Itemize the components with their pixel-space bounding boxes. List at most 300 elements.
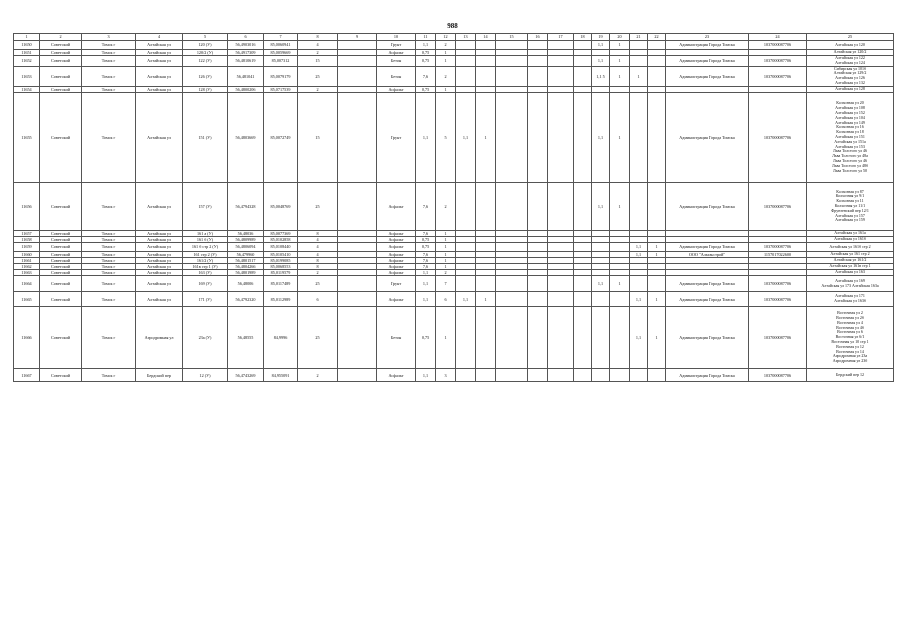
column-number: 11 — [416, 34, 436, 41]
column-number: 3 — [82, 34, 136, 41]
surface-cell: Асфальт — [377, 369, 416, 382]
value-cell: 1 — [436, 86, 456, 92]
record-id: 11652 — [14, 56, 40, 67]
count-cell: 6 — [298, 292, 338, 307]
latitude-cell: 56,4917309 — [228, 50, 264, 56]
street-cell: Алтайская ул — [136, 292, 183, 307]
value-cell: 1,1 — [456, 92, 476, 182]
value-cell: 7,6 — [416, 257, 436, 263]
house-cell: 120 (У) — [183, 41, 228, 50]
empty-cell — [496, 369, 528, 382]
address-line: Алтайская ул 169 — [835, 277, 865, 283]
record-id: 11659 — [14, 242, 40, 251]
city-cell: Томск г — [82, 251, 136, 257]
house-cell: 161 б стр 2 (У) — [183, 242, 228, 251]
address-cell — [807, 56, 894, 67]
house-cell: 128 (У) — [183, 86, 228, 92]
value-cell: 1,1 — [416, 292, 436, 307]
value-cell: 1,1 — [592, 41, 610, 50]
surface-cell: Бетон — [377, 66, 416, 86]
longitude-cell: 85,0112989 — [264, 292, 298, 307]
empty-cell — [528, 92, 548, 182]
empty-cell — [648, 369, 666, 382]
city-cell: Томск г — [82, 276, 136, 292]
column-number: 22 — [648, 34, 666, 41]
value-cell: 7,6 — [416, 263, 436, 269]
address-cell — [807, 66, 894, 86]
organization-cell: Администрация Города Томска — [666, 66, 749, 86]
empty-cell — [548, 41, 574, 50]
value-cell: 1,1 — [592, 276, 610, 292]
address-cell — [807, 369, 894, 382]
empty-cell — [548, 242, 574, 251]
record-id: 11662 — [14, 263, 40, 269]
value-cell: 1,1 5 — [592, 66, 610, 86]
city-cell: Томск г — [82, 307, 136, 369]
empty-cell — [548, 56, 574, 67]
address-cell — [807, 307, 894, 369]
empty-cell — [476, 41, 496, 50]
count-cell: 15 — [298, 56, 338, 67]
address-line: Алтайская ул 120 — [835, 41, 865, 47]
district-cell: Советский — [40, 276, 82, 292]
empty-cell — [528, 292, 548, 307]
empty-cell — [610, 307, 630, 369]
empty-cell — [548, 292, 574, 307]
address-line: Восточная ул 6 — [837, 329, 863, 335]
table-row — [14, 369, 894, 382]
empty-cell — [548, 92, 574, 182]
record-id: 11655 — [14, 92, 40, 182]
surface-cell: Асфальт — [377, 270, 416, 276]
record-id: 11656 — [14, 182, 40, 230]
surface-cell: Асфальт — [377, 251, 416, 257]
record-id: 11661 — [14, 257, 40, 263]
empty-cell — [338, 182, 377, 230]
surface-cell: Асфальт — [377, 263, 416, 269]
address-line: Восточная ул 2 — [837, 310, 863, 316]
district-cell: Советский — [40, 50, 82, 56]
empty-cell — [574, 292, 592, 307]
district-cell: Советский — [40, 41, 82, 50]
value-cell: 1 — [436, 263, 456, 269]
value-cell: 0,75 — [416, 307, 436, 369]
empty-cell — [592, 292, 610, 307]
empty-cell — [456, 307, 476, 369]
house-cell: 151 (У) — [183, 92, 228, 182]
value-cell: 1 — [436, 236, 456, 242]
latitude-cell: 56,4803669 — [228, 92, 264, 182]
value-cell: 3 — [436, 369, 456, 382]
value-cell: 1,1 — [592, 92, 610, 182]
surface-cell: Асфальт — [377, 257, 416, 263]
address-line: Алтайская ул 124 — [835, 59, 865, 65]
value-cell: 1 — [648, 292, 666, 307]
address-line: Алтайская ул 159 — [835, 217, 865, 223]
organization-cell: Администрация Города Томска — [666, 307, 749, 369]
table-row — [14, 242, 894, 251]
empty-cell — [610, 292, 630, 307]
house-cell: 161 стр 2 (У) — [183, 251, 228, 257]
city-cell: Томск г — [82, 182, 136, 230]
value-cell: 1,1 — [456, 292, 476, 307]
ogrn-cell: 1037000087706 — [749, 56, 807, 67]
surface-cell: Грунт — [377, 276, 416, 292]
empty-cell — [548, 276, 574, 292]
value-cell: 1,1 — [416, 276, 436, 292]
longitude-cell: 85,0077369 — [264, 230, 298, 236]
count-cell: 2 — [298, 50, 338, 56]
column-number: 9 — [338, 34, 377, 41]
address-line: Алтайская ул 161б стр 2 — [829, 243, 871, 249]
address-line: Алтайская ул 173 Алтайская 163а — [821, 282, 879, 288]
empty-cell — [456, 56, 476, 67]
district-cell: Советский — [40, 270, 82, 276]
street-cell: Алтайская ул — [136, 236, 183, 242]
district-cell: Советский — [40, 242, 82, 251]
column-number: 23 — [666, 34, 749, 41]
ogrn-cell: 1037000087706 — [749, 369, 807, 382]
empty-cell — [574, 307, 592, 369]
column-number: 6 — [228, 34, 264, 41]
surface-cell: Асфальт — [377, 242, 416, 251]
latitude-cell: 56,48555 — [228, 307, 264, 369]
empty-cell — [630, 369, 648, 382]
street-cell: Алтайская ул — [136, 92, 183, 182]
address-line: Сибирская ул 101б — [833, 66, 867, 71]
value-cell: 7,6 — [416, 230, 436, 236]
address-line: Восточная ул 6/1 — [835, 334, 865, 340]
empty-cell — [574, 56, 592, 67]
empty-cell — [476, 242, 496, 251]
city-cell: Томск г — [82, 263, 136, 269]
house-cell: 120/2 (У) — [183, 50, 228, 56]
organization-cell: Администрация Города Томска — [666, 182, 749, 230]
longitude-cell: 85,0102858 — [264, 236, 298, 242]
city-cell: Томск г — [82, 41, 136, 50]
value-cell: 1 — [610, 66, 630, 86]
city-cell: Томск г — [82, 230, 136, 236]
count-cell: 8 — [298, 230, 338, 236]
empty-cell — [630, 41, 648, 50]
surface-cell: Грунт — [377, 41, 416, 50]
empty-cell — [610, 369, 630, 382]
column-number: 10 — [377, 34, 416, 41]
longitude-cell: 85,0060941 — [264, 41, 298, 50]
empty-cell — [548, 369, 574, 382]
district-cell: Советский — [40, 182, 82, 230]
empty-cell — [338, 92, 377, 182]
column-number: 24 — [749, 34, 807, 41]
empty-cell — [456, 41, 476, 50]
house-cell: 157 (У) — [183, 182, 228, 230]
district-cell: Советский — [40, 86, 82, 92]
count-cell: 8 — [298, 257, 338, 263]
longitude-cell: 85,0059669 — [264, 50, 298, 56]
longitude-cell: 85,0108440 — [264, 242, 298, 251]
street-cell: Алтайская ул — [136, 182, 183, 230]
address-line: Алтайская ул 153 — [835, 143, 865, 149]
empty-cell — [528, 242, 548, 251]
value-cell: 2 — [436, 41, 456, 50]
table-row — [14, 182, 894, 230]
surface-cell: Асфальт — [377, 182, 416, 230]
longitude-cell: 85,0117489 — [264, 276, 298, 292]
organization-cell: Администрация Города Томска — [666, 242, 749, 251]
city-cell: Томск г — [82, 242, 136, 251]
ogrn-cell: 1037000087706 — [749, 242, 807, 251]
city-cell: Томск г — [82, 56, 136, 67]
empty-cell — [548, 307, 574, 369]
address-line: Алтайская ул 161 стр 2 — [830, 251, 870, 257]
value-cell: 0,75 — [416, 242, 436, 251]
page-number: 988 — [447, 22, 458, 30]
column-number: 21 — [630, 34, 648, 41]
empty-cell — [496, 182, 528, 230]
table-row — [14, 56, 894, 67]
latitude-cell: 56,479960 — [228, 251, 264, 257]
table-row — [14, 292, 894, 307]
address-line: Льва Толстого ул 48б — [831, 162, 869, 168]
value-cell: 6 — [436, 292, 456, 307]
empty-cell — [338, 292, 377, 307]
street-cell: Бердский пер — [136, 369, 183, 382]
organization-cell: Администрация Города Томска — [666, 41, 749, 50]
table-row — [14, 307, 894, 369]
empty-cell — [496, 41, 528, 50]
column-number: 19 — [592, 34, 610, 41]
empty-cell — [476, 369, 496, 382]
district-cell: Советский — [40, 369, 82, 382]
address-cell — [807, 292, 894, 307]
surface-cell: Асфальт — [377, 292, 416, 307]
value-cell: 7,6 — [416, 251, 436, 257]
address-line: Колхозная ул 11/1 — [834, 202, 866, 208]
empty-cell — [574, 369, 592, 382]
count-cell: 4 — [298, 251, 338, 257]
count-cell: 25 — [298, 276, 338, 292]
value-cell: 7 — [436, 276, 456, 292]
address-line: Восточная ул 10 стр 1 — [831, 338, 869, 344]
value-cell: 7,6 — [416, 182, 436, 230]
value-cell: 1 — [610, 182, 630, 230]
empty-cell — [528, 276, 548, 292]
empty-cell — [630, 276, 648, 292]
value-cell: 2 — [436, 182, 456, 230]
address-line: Алтайская ул 108 — [835, 105, 865, 111]
address-line: Алтайская ул 126 — [835, 75, 865, 81]
street-cell: Алтайская ул — [136, 66, 183, 86]
city-cell: Томск г — [82, 50, 136, 56]
latitude-cell: 56,4806094 — [228, 242, 264, 251]
ogrn-cell: 1037000087706 — [749, 41, 807, 50]
value-cell: 1,1 — [630, 251, 648, 257]
empty-cell — [338, 41, 377, 50]
address-line: Колхозная ул 11 — [836, 198, 864, 204]
value-cell: 1,1 — [630, 307, 648, 369]
empty-cell — [548, 182, 574, 230]
empty-cell — [338, 242, 377, 251]
empty-cell — [456, 369, 476, 382]
street-cell: Алтайская ул — [136, 41, 183, 50]
table-row — [14, 276, 894, 292]
empty-cell — [528, 307, 548, 369]
column-number: 18 — [574, 34, 592, 41]
address-line: Алтайская ул 152 — [835, 109, 865, 115]
surface-cell: Бетон — [377, 307, 416, 369]
latitude-cell: 56,48006 — [228, 276, 264, 292]
street-cell: Алтайская ул — [136, 263, 183, 269]
district-cell: Советский — [40, 56, 82, 67]
empty-cell — [496, 307, 528, 369]
empty-cell — [574, 41, 592, 50]
surface-cell: Грунт — [377, 92, 416, 182]
value-cell: 1 — [436, 56, 456, 67]
empty-cell — [574, 242, 592, 251]
value-cell: 0,75 — [416, 50, 436, 56]
city-cell: Томск г — [82, 292, 136, 307]
house-cell: 126 (У) — [183, 66, 228, 86]
value-cell: 1 — [610, 276, 630, 292]
value-cell: 1 — [436, 50, 456, 56]
district-cell: Советский — [40, 92, 82, 182]
empty-cell — [338, 66, 377, 86]
value-cell: 1 — [610, 92, 630, 182]
value-cell: 0,75 — [416, 56, 436, 67]
city-cell: Томск г — [82, 369, 136, 382]
count-cell: 8 — [298, 263, 338, 269]
empty-cell — [338, 369, 377, 382]
address-line: Алтайская ул 129/2 — [833, 70, 867, 76]
address-line: Бердский пер 12 — [836, 371, 864, 377]
address-line: Алтайская ул 163 — [835, 269, 865, 275]
address-line: Алтайская ул 151 — [835, 133, 865, 139]
organization-cell: Администрация Города Томска — [666, 92, 749, 182]
organization-cell: Администрация Города Томска — [666, 292, 749, 307]
empty-cell — [630, 92, 648, 182]
ogrn-cell: 1037000087706 — [749, 307, 807, 369]
column-number: 5 — [183, 34, 228, 41]
house-cell: 163 (У) — [183, 270, 228, 276]
empty-cell — [456, 242, 476, 251]
empty-cell — [476, 276, 496, 292]
value-cell: 1,1 — [592, 56, 610, 67]
address-line: Алтайская ул 161б — [834, 236, 866, 241]
value-cell: 1 — [436, 251, 456, 257]
latitude-cell: 56,4792320 — [228, 292, 264, 307]
address-line: Алтайская ул 161/2 — [833, 257, 867, 263]
empty-cell — [476, 182, 496, 230]
value-cell: 1 — [476, 92, 496, 182]
value-cell: 1 — [610, 41, 630, 50]
address-cell — [807, 242, 894, 251]
street-cell: Алтайская ул — [136, 251, 183, 257]
house-cell: 161 а (У) — [183, 230, 228, 236]
address-line: Колхозная ул 20 — [836, 100, 864, 106]
value-cell: 5 — [436, 92, 456, 182]
empty-cell — [496, 242, 528, 251]
address-line: Алтайская ул 149 — [835, 119, 865, 125]
street-cell: Алтайская ул — [136, 56, 183, 67]
house-cell: 169 (У) — [183, 276, 228, 292]
value-cell: 1,1 — [630, 242, 648, 251]
value-cell: 1,1 — [416, 41, 436, 50]
district-cell: Советский — [40, 251, 82, 257]
value-cell: 1 — [648, 307, 666, 369]
address-line: Колхозная ул 18 — [836, 129, 864, 135]
address-line: Алтайская ул 122 — [835, 55, 865, 61]
latitude-cell: 56,48036 — [228, 230, 264, 236]
empty-cell — [476, 56, 496, 67]
address-line: Восточная ул 2б — [836, 314, 864, 320]
empty-cell — [630, 182, 648, 230]
address-line: Алтайская ул 132 — [835, 80, 865, 86]
address-line: Льва Толстого ул 46 — [832, 148, 868, 154]
address-line: Алтайская ул 161в стр 1 — [829, 263, 871, 269]
value-cell: 1,1 — [416, 92, 436, 182]
longitude-cell: 85,0068553 — [264, 263, 298, 269]
ogrn-cell: 1037000087706 — [749, 92, 807, 182]
address-cell — [807, 182, 894, 230]
empty-cell — [648, 56, 666, 67]
house-cell: 12 (У) — [183, 369, 228, 382]
address-line: Колхозная ул 16 — [836, 124, 864, 130]
value-cell: 1,1 — [630, 292, 648, 307]
count-cell: 4 — [298, 236, 338, 242]
street-cell: Алтайская ул — [136, 230, 183, 236]
latitude-cell: 56,4794328 — [228, 182, 264, 230]
column-number: 15 — [496, 34, 528, 41]
empty-cell — [528, 66, 548, 86]
table-row — [14, 41, 894, 50]
district-cell: Советский — [40, 292, 82, 307]
empty-cell — [592, 307, 610, 369]
value-cell: 1,1 — [416, 270, 436, 276]
longitude-cell: 85,0717539 — [264, 86, 298, 92]
latitude-cell: 56,4743269 — [228, 369, 264, 382]
surface-cell: Асфальт — [377, 230, 416, 236]
house-cell: 122 (У) — [183, 56, 228, 67]
address-line: Алтайская ул 151а — [834, 138, 866, 144]
empty-cell — [648, 41, 666, 50]
latitude-cell: 56,4903016 — [228, 41, 264, 50]
record-id: 11657 — [14, 230, 40, 236]
longitude-cell: 85,0048769 — [264, 182, 298, 230]
value-cell: 1,1 — [592, 182, 610, 230]
organization-cell: Администрация Города Томска — [666, 56, 749, 67]
empty-cell — [648, 182, 666, 230]
value-cell: 1 — [436, 257, 456, 263]
empty-cell — [648, 92, 666, 182]
column-number: 7 — [264, 34, 298, 41]
ogrn-cell: 1037000087706 — [749, 182, 807, 230]
longitude-cell: 85,0079179 — [264, 66, 298, 86]
empty-cell — [548, 66, 574, 86]
empty-cell — [630, 56, 648, 67]
empty-cell — [574, 276, 592, 292]
empty-cell — [338, 56, 377, 67]
latitude-cell: 56,4801989 — [228, 270, 264, 276]
longitude-cell: 84,9996 — [264, 307, 298, 369]
empty-cell — [456, 276, 476, 292]
value-cell: 7,6 — [416, 66, 436, 86]
record-id: 11663 — [14, 270, 40, 276]
longitude-cell: 85,0072749 — [264, 92, 298, 182]
empty-cell — [496, 92, 528, 182]
empty-cell — [528, 56, 548, 67]
address-cell — [807, 41, 894, 50]
city-cell: Томск г — [82, 236, 136, 242]
